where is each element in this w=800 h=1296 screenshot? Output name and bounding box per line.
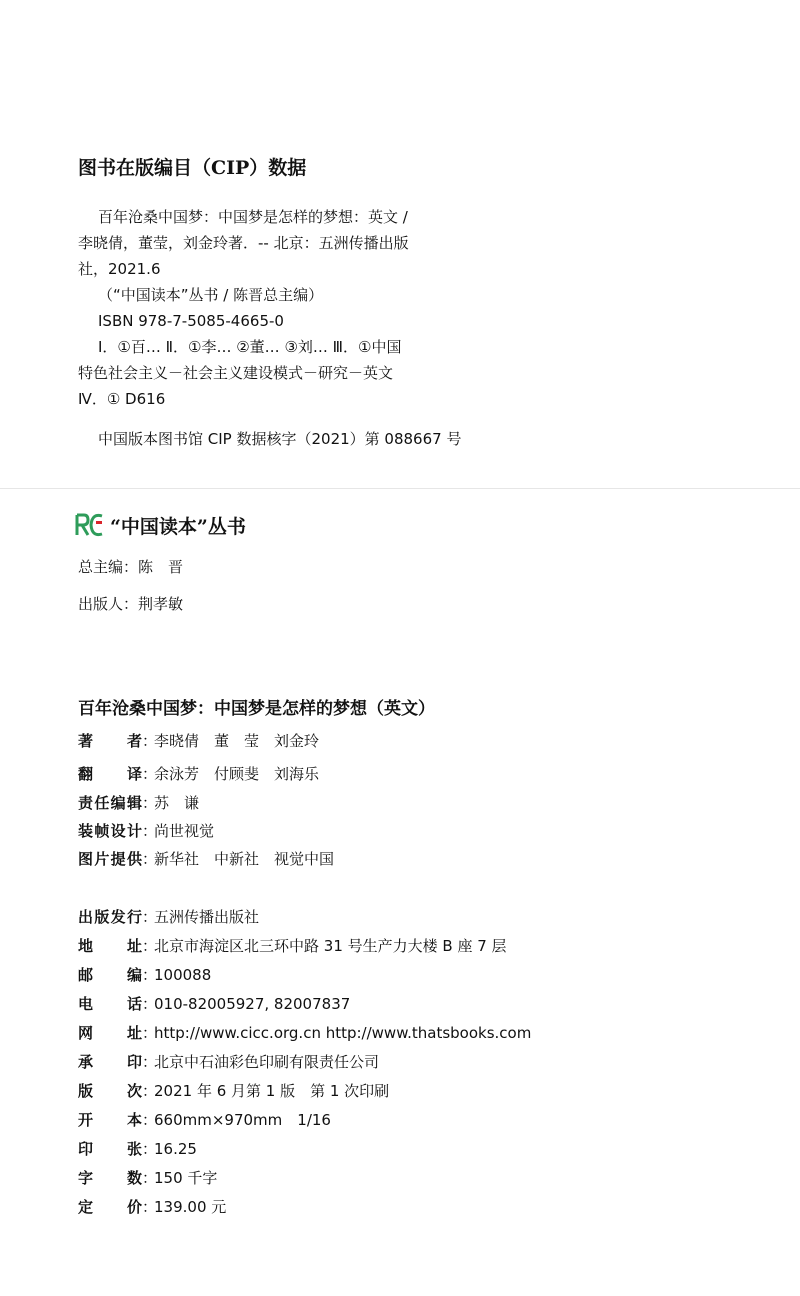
- colophon-row: [78, 964, 211, 986]
- credit-row: [78, 820, 214, 842]
- credit-label: 装帧设计: [78, 822, 142, 840]
- colophon-value: 16.25: [154, 1140, 197, 1158]
- cip-line-2: 李晓倩，董莹，刘金玲著．-- 北京：五洲传播出版: [78, 234, 409, 252]
- credit-row: [78, 792, 199, 814]
- colophon-value: 五洲传播出版社: [154, 908, 260, 926]
- cip-line-1: 百年沧桑中国梦：中国梦是怎样的梦想：英文 /: [98, 208, 408, 226]
- colon: ：: [123, 558, 139, 576]
- credit-row: [78, 848, 334, 870]
- colophon-label: 邮 编: [78, 966, 142, 984]
- colophon-label: 定 价: [78, 1198, 142, 1216]
- colon: ：: [142, 1140, 158, 1158]
- colophon-value: 150 千字: [154, 1169, 218, 1187]
- colophon-value: 2021 年 6 月第 1 版 第 1 次印刷: [154, 1082, 390, 1100]
- colophon-value: 北京中石油彩色印刷有限责任公司: [154, 1053, 380, 1071]
- colophon-row: [78, 1080, 389, 1102]
- colon: ：: [142, 908, 158, 926]
- colon: ：: [142, 765, 158, 783]
- colon: ：: [142, 995, 158, 1013]
- colophon-row: [78, 935, 507, 957]
- series-publisher: [78, 593, 183, 615]
- series-editor-value: 陈 晋: [138, 558, 184, 576]
- colon: ：: [142, 937, 158, 955]
- credit-value: 新华社 中新社 视觉中国: [154, 850, 335, 868]
- series-publisher-value: 荆孝敏: [138, 595, 184, 613]
- cip-verification: 中国版本图书馆 CIP 数据核字（2021）第 088667 号: [98, 430, 462, 448]
- series-editor-label: 总主编: [78, 558, 124, 576]
- section-divider: [0, 488, 800, 489]
- colon: ：: [142, 1053, 158, 1071]
- series-logo-icon: [74, 511, 104, 539]
- colophon-value: 100088: [154, 966, 212, 984]
- credit-label: 著 者: [78, 732, 142, 750]
- colophon-row: [78, 1051, 379, 1073]
- colophon-value: 139.00 元: [154, 1198, 227, 1216]
- colophon-row: [78, 993, 350, 1015]
- colophon-row: [78, 906, 259, 928]
- series-title: “中国读本”丛书: [110, 515, 246, 538]
- colophon-row: [78, 1109, 331, 1131]
- credit-label: 责任编辑: [78, 794, 142, 812]
- colophon-row: [78, 1196, 226, 1218]
- colon: ：: [142, 966, 158, 984]
- credit-value: 苏 谦: [154, 794, 200, 812]
- credit-label: 翻 译: [78, 765, 142, 783]
- colophon-value: 010-82005927, 82007837: [154, 995, 351, 1013]
- credit-row: [78, 730, 319, 752]
- colon: ：: [142, 1082, 158, 1100]
- cip-line-3: 社，2021.6: [78, 260, 161, 278]
- colophon-value: 660mm×970mm 1/16: [154, 1111, 331, 1129]
- series-publisher-label: 出版人: [78, 595, 124, 613]
- colophon-label: 承 印: [78, 1053, 142, 1071]
- cip-line-8: Ⅳ．① D616: [78, 390, 166, 408]
- series-editor: [78, 556, 183, 578]
- colon: ：: [142, 850, 158, 868]
- series-header: [74, 511, 246, 539]
- colophon-row: [78, 1167, 217, 1189]
- colon: ：: [142, 1024, 158, 1042]
- colophon-value: 北京市海淀区北三环中路 31 号生产力大楼 B 座 7 层: [154, 937, 507, 955]
- colon: ：: [142, 1111, 158, 1129]
- cip-line-7: 特色社会主义－社会主义建设模式－研究－英文: [78, 364, 394, 382]
- colophon-label: 电 话: [78, 995, 142, 1013]
- colophon-label: 出版发行: [78, 908, 142, 926]
- colophon-value: http://www.cicc.org.cn http://www.thatsbooks.com: [154, 1024, 532, 1042]
- cip-heading: 图书在版编目（CIP）数据: [78, 157, 307, 179]
- book-title: 百年沧桑中国梦：中国梦是怎样的梦想（英文）: [78, 699, 435, 719]
- colon: ：: [142, 1198, 158, 1216]
- colophon-label: 地 址: [78, 937, 142, 955]
- credit-value: 尚世视觉: [154, 822, 215, 840]
- credit-label: 图片提供: [78, 850, 142, 868]
- colon: ：: [142, 822, 158, 840]
- credit-row: [78, 763, 319, 785]
- colophon-label: 字 数: [78, 1169, 142, 1187]
- cip-line-6: Ⅰ．①百… Ⅱ．①李… ②董… ③刘… Ⅲ．①中国: [98, 338, 402, 356]
- colon: ：: [142, 1169, 158, 1187]
- colon: ：: [142, 794, 158, 812]
- credit-value: 李晓倩 董 莹 刘金玲: [154, 732, 320, 750]
- cip-line-5: ISBN 978-7-5085-4665-0: [98, 312, 284, 330]
- cip-line-4: （“中国读本”丛书 / 陈晋总主编）: [98, 286, 324, 304]
- colophon-label: 印 张: [78, 1140, 142, 1158]
- colophon-row: [78, 1022, 531, 1044]
- colophon-label: 版 次: [78, 1082, 142, 1100]
- colophon-label: 开 本: [78, 1111, 142, 1129]
- colophon-row: [78, 1138, 197, 1160]
- colophon-label: 网 址: [78, 1024, 142, 1042]
- colon: ：: [142, 732, 158, 750]
- colon: ：: [123, 595, 139, 613]
- credit-value: 余泳芳 付顾斐 刘海乐: [154, 765, 320, 783]
